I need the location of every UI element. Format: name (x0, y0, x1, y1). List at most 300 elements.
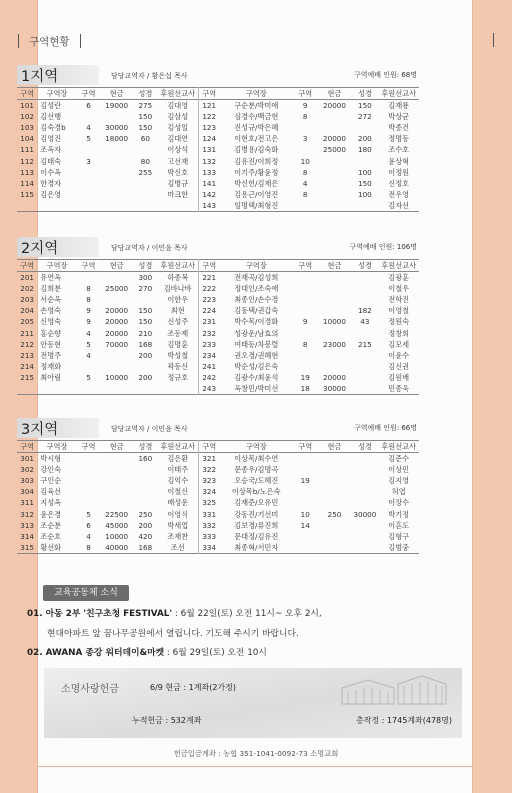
table-cell: 10000 (105, 372, 129, 382)
table-cell: 168 (138, 339, 153, 349)
table-cell (100, 144, 133, 155)
table-cell (318, 272, 352, 284)
table-row (17, 372, 419, 383)
table-cell: 231 (202, 317, 217, 327)
table-cell: 김숙경b (40, 123, 66, 133)
table-cell (100, 167, 133, 178)
table-cell (293, 200, 318, 212)
column-header: 구역장 (46, 442, 68, 451)
news-item-2-text: : 6월 29일(토) 오전 10시 (164, 648, 267, 658)
table-cell: 5 (86, 134, 91, 144)
table-cell (77, 272, 101, 284)
table-cell (351, 200, 378, 212)
building-icon (338, 674, 448, 706)
table-cell (351, 283, 378, 294)
table-cell: 이윤수 (388, 350, 410, 360)
table-cell: 331 (202, 509, 217, 519)
table-cell: 142 (202, 189, 217, 199)
news-tag: 교육공동체 소식 (43, 585, 129, 601)
table-cell: 315 (20, 542, 34, 552)
table-cell (100, 475, 133, 486)
table-cell: 168 (138, 542, 153, 552)
table-cell (293, 361, 318, 372)
table-cell (100, 156, 133, 167)
table-cell: 김원배 (388, 372, 410, 382)
table-cell: 20000 (323, 134, 346, 144)
table-cell: 200 (138, 372, 153, 382)
table-row (17, 531, 419, 542)
table-row (17, 453, 419, 465)
table-cell (293, 294, 318, 305)
table-cell: 43 (360, 317, 370, 327)
table-cell: 김유진/이희정 (234, 156, 279, 166)
table-cell (293, 283, 318, 294)
table-cell (318, 531, 352, 542)
news-item-1-title: 01. 아동 2부 '친구초청 FESTIVAL' (27, 609, 173, 619)
table-cell: 215 (358, 339, 372, 349)
table-cell: 112 (20, 156, 34, 166)
table-cell: 이수옥 (40, 167, 62, 177)
table-cell: 고선재 (158, 156, 199, 167)
news-item-1 (27, 606, 322, 619)
table-cell: 강인숙 (40, 465, 62, 475)
table-cell: 8 (302, 167, 308, 177)
news-item-2 (27, 645, 267, 658)
table-cell: 8 (302, 112, 308, 122)
table-cell: 5 (86, 339, 91, 349)
table-cell: 박종건 (388, 123, 410, 133)
table-cell: 150 (138, 123, 153, 133)
section-header (18, 32, 81, 50)
table-cell (351, 294, 378, 305)
table-cell: 전학진 (388, 295, 410, 305)
table-cell: 진성규/박은혜 (234, 123, 279, 133)
table-cell (77, 361, 101, 372)
column-header: 구역 (20, 89, 35, 98)
table-cell: 임명택/최형진 (234, 200, 279, 210)
table-cell (77, 167, 101, 178)
table-row (17, 383, 419, 395)
table-cell (100, 464, 133, 475)
table-cell: 20000 (323, 101, 346, 111)
table-cell: 8 (86, 542, 91, 552)
table-cell: 143 (202, 200, 217, 210)
column-header: 성경 (138, 442, 153, 451)
table-cell: 150 (138, 112, 153, 122)
table-cell: 100 (358, 167, 372, 177)
column-header: 성경 (357, 89, 372, 98)
table-cell: 최현 (158, 305, 199, 316)
table-cell: 9 (86, 306, 91, 316)
table-cell: 박시형 (40, 454, 62, 464)
table-cell: 이한우 (158, 294, 199, 305)
table-cell: 200 (358, 134, 372, 144)
table-cell: 이정원 (388, 167, 410, 177)
column-header: 구역 (298, 261, 313, 270)
table-row (17, 294, 419, 305)
table-header-row (17, 88, 419, 100)
table-cell: 김은환 (158, 453, 199, 465)
table-cell: 133 (202, 167, 217, 177)
table-cell: 221 (202, 273, 217, 283)
table-cell: 23000 (323, 339, 346, 349)
table-cell (100, 497, 133, 508)
table-cell: 최종인/손수경 (234, 295, 279, 305)
table-row (17, 497, 419, 508)
region-pastor: 담당교역자 / 이민음 목사 (111, 244, 188, 252)
table-cell: 박기정 (388, 509, 410, 519)
table-cell: 80 (140, 156, 150, 166)
table-row (17, 542, 419, 554)
table-cell: 김은영 (40, 189, 62, 199)
region-table (17, 87, 419, 212)
table-cell: 김성일 (158, 122, 199, 133)
table-cell: 김신권 (388, 361, 410, 371)
table-cell: 215 (20, 372, 34, 382)
table-cell (77, 178, 101, 189)
table-cell: 150 (358, 178, 372, 188)
table-cell (77, 144, 101, 155)
table-cell (293, 272, 318, 284)
table-cell: 200 (138, 350, 153, 360)
table-cell: 8 (86, 284, 91, 294)
table-cell: 신정호 (388, 178, 410, 188)
table-cell: 222 (202, 284, 217, 294)
table-cell (100, 189, 133, 200)
table-cell: 334 (202, 542, 217, 552)
table-cell: 김지영 (388, 476, 410, 486)
table-cell: 김억수 (158, 475, 199, 486)
table-cell (318, 189, 352, 200)
table-cell: 이흔도 (388, 520, 410, 530)
table-cell: 윤상혁 (388, 156, 410, 166)
table-cell: 김바나바 (158, 283, 199, 294)
table-cell: 박순성/김은숙 (234, 361, 279, 371)
table-cell: 201 (20, 273, 34, 283)
header-bar (80, 34, 81, 48)
table-cell: 10000 (105, 531, 129, 541)
table-cell: 6 (86, 101, 91, 111)
table-cell: 박신호 (158, 167, 199, 178)
offering-cumulative: 누적헌금 : 532계좌 (132, 716, 202, 725)
table-row (17, 100, 419, 112)
table-cell (100, 453, 133, 465)
table-cell: 6 (86, 520, 91, 530)
table-cell: 신성주 (158, 316, 199, 327)
table-cell: 150 (138, 317, 153, 327)
table-cell: 박신헌/김재은 (234, 178, 279, 188)
table-cell: 241 (202, 361, 217, 371)
table-cell: 160 (138, 454, 153, 464)
table-cell: 지성옥 (40, 498, 62, 508)
region-1 (17, 63, 419, 212)
table-cell: 김형구 (388, 531, 410, 541)
table-cell: 4 (86, 123, 91, 133)
table-row (17, 122, 419, 133)
table-cell (293, 464, 318, 475)
table-cell (293, 531, 318, 542)
table-cell (351, 272, 378, 284)
table-cell: 이영식 (158, 509, 199, 520)
column-header: 성경 (138, 261, 153, 270)
table-cell (318, 305, 352, 316)
table-cell: 203 (20, 295, 34, 305)
table-cell: 심경수/백금현 (234, 112, 279, 122)
table-cell: 정원숙 (388, 317, 410, 327)
table-cell: 101 (20, 101, 34, 111)
table-cell: 배성운 (158, 497, 199, 508)
table-row (17, 167, 419, 178)
table-cell: 233 (202, 339, 217, 349)
region-attendance: 구역예배 인원: 66명 (353, 424, 417, 432)
table-cell: 이태주 (158, 464, 199, 475)
table-cell: 박상균 (388, 112, 410, 122)
table-cell: 45000 (105, 520, 129, 530)
table-cell: 9 (302, 317, 308, 327)
table-cell: 19 (300, 476, 310, 486)
table-cell: 김모세 (388, 339, 410, 349)
column-header: 후원선교사 (158, 441, 199, 453)
table-cell: 조순호 (40, 531, 62, 541)
region-table (17, 259, 419, 395)
column-header: 현금 (109, 442, 124, 451)
table-cell: 홍순향 (40, 328, 62, 338)
table-cell: 김대영 (158, 100, 199, 112)
table-row (17, 316, 419, 327)
table-cell: 14 (300, 520, 310, 530)
column-header: 현금 (327, 261, 342, 270)
table-cell (100, 111, 133, 122)
region-header (17, 63, 419, 87)
table-cell: 최종혁/서민자 (234, 542, 279, 552)
header-right-bar (493, 33, 494, 47)
column-header: 구역장 (46, 261, 68, 270)
region-table (17, 440, 419, 554)
table-cell: 정창희 (388, 328, 410, 338)
table-cell: 한경자 (40, 178, 62, 188)
table-row (17, 486, 419, 497)
table-cell: 20000 (105, 306, 129, 316)
table-cell (351, 453, 378, 465)
table-cell: 121 (202, 101, 217, 111)
table-cell: 이장수 (388, 498, 410, 508)
table-cell: 102 (20, 112, 34, 122)
column-header: 구역 (81, 442, 96, 451)
region-header (17, 235, 419, 259)
table-cell (77, 383, 101, 395)
table-cell (100, 350, 133, 361)
table-row (17, 111, 419, 122)
table-cell: 9 (86, 317, 91, 327)
table-cell: 권오경/권혜현 (234, 350, 279, 360)
column-header: 성경 (357, 442, 372, 451)
table-cell: 114 (20, 178, 34, 188)
table-cell (100, 178, 133, 189)
table-cell: 204 (20, 306, 34, 316)
table-cell (37, 383, 76, 395)
table-cell: 202 (20, 284, 34, 294)
table-cell (133, 486, 158, 497)
table-cell (77, 486, 101, 497)
table-cell (158, 200, 199, 212)
table-row (17, 520, 419, 531)
table-cell: 김자선 (388, 200, 410, 210)
table-cell: 문대정/김유진 (234, 531, 279, 541)
table-cell: 250 (327, 509, 342, 519)
table-cell: 최아림 (40, 372, 62, 382)
table-cell: 10 (300, 156, 310, 166)
table-cell (133, 294, 158, 305)
table-cell: 김병규 (158, 178, 199, 189)
column-header: 구역 (81, 89, 96, 98)
table-row (17, 283, 419, 294)
table-cell: 180 (358, 145, 372, 155)
table-cell (318, 475, 352, 486)
table-row (17, 156, 419, 167)
table-cell: 323 (202, 476, 217, 486)
column-header: 후원선교사 (381, 89, 417, 98)
table-cell: 324 (202, 487, 217, 497)
table-row (17, 189, 419, 200)
table-row (17, 178, 419, 189)
region-pastor: 담당교역자 / 황은섭 목사 (111, 72, 188, 80)
table-cell: 김희분 (40, 284, 62, 294)
table-cell: 여태동/차봉렬 (234, 339, 279, 349)
table-cell: 김대연 (158, 133, 199, 144)
table-cell (351, 361, 378, 372)
table-cell (318, 283, 352, 294)
table-cell (17, 200, 37, 212)
account-info: 헌금입금계좌 : 농협 351-1041-0092-73 소명교회 (173, 749, 339, 758)
table-cell: 18000 (105, 134, 129, 144)
table-cell: 124 (202, 134, 217, 144)
table-cell: 40000 (105, 542, 129, 552)
table-row (17, 133, 419, 144)
column-header: 구역 (202, 442, 217, 451)
table-cell (77, 189, 101, 200)
table-cell: 민종욱 (388, 384, 410, 394)
table-cell: 232 (202, 328, 217, 338)
table-cell: 김용근/이영진 (234, 189, 279, 199)
table-cell: 이철우 (388, 284, 410, 294)
table-cell (293, 350, 318, 361)
column-header: 구역 (202, 89, 217, 98)
table-cell (293, 453, 318, 465)
table-cell (100, 383, 133, 395)
table-row (17, 475, 419, 486)
table-cell: 301 (20, 454, 34, 464)
table-cell: 113 (20, 167, 34, 177)
table-cell: 구순분/박미애 (234, 101, 279, 111)
table-row (17, 144, 419, 155)
table-cell: 3 (86, 156, 91, 166)
table-cell: 윤은경 (40, 509, 62, 519)
table-cell (318, 497, 352, 508)
region-title: 1지역 (21, 69, 59, 85)
region-attendance: 구역예배 인원: 106명 (349, 243, 417, 251)
table-cell: 김재룡 (388, 101, 410, 111)
table-cell: 이상석 (158, 144, 199, 155)
table-cell: 210 (138, 328, 153, 338)
table-cell: 321 (202, 454, 217, 464)
table-cell (293, 542, 318, 554)
table-cell: 이영철 (388, 306, 410, 316)
table-cell: 5 (86, 372, 91, 382)
table-cell (37, 200, 76, 212)
table-cell: 200 (138, 520, 153, 530)
table-cell: 275 (138, 101, 153, 111)
table-cell: 강동진/기선미 (234, 509, 279, 519)
table-cell: 18 (300, 384, 310, 394)
table-cell (318, 167, 352, 178)
column-header: 후원선교사 (158, 260, 199, 272)
table-cell: 25000 (323, 145, 346, 155)
column-header: 현금 (109, 89, 124, 98)
news-item-1-line2: 현대아파트 앞 꿈나무공원에서 열립니다. 기도해 주시기 바랍니다. (47, 629, 299, 639)
table-cell (351, 475, 378, 486)
table-row (17, 272, 419, 284)
table-cell: 141 (202, 178, 217, 188)
offering-box (44, 668, 462, 738)
column-header: 구역 (20, 261, 35, 270)
region-header (17, 416, 419, 440)
column-header: 구역 (298, 89, 313, 98)
table-cell: 김광훈 (388, 273, 410, 283)
table-cell (133, 361, 158, 372)
table-cell: 420 (138, 531, 153, 541)
table-cell (351, 122, 378, 133)
column-header: 현금 (327, 89, 342, 98)
table-cell (318, 122, 352, 133)
table-cell: 8 (302, 189, 308, 199)
table-cell (351, 350, 378, 361)
table-cell: 300 (138, 273, 153, 283)
table-cell: 김육선 (40, 487, 62, 497)
table-cell (17, 383, 37, 395)
table-cell: 이상목/최수연 (234, 454, 279, 464)
table-cell: 김병용/김숙화 (234, 145, 279, 155)
table-cell: 김삼성 (158, 111, 199, 122)
table-cell (318, 294, 352, 305)
table-cell (100, 272, 133, 284)
table-cell: 김보경/류진희 (234, 520, 279, 530)
table-cell (133, 475, 158, 486)
table-header-row (17, 260, 419, 272)
table-cell: 30000 (323, 384, 346, 394)
table-cell: 조동제 (158, 328, 199, 339)
table-row (17, 200, 419, 212)
table-cell: 박성철 (158, 350, 199, 361)
table-cell: 10000 (323, 317, 346, 327)
table-cell: 전우영 (388, 189, 410, 199)
table-cell: 이기주/황윤정 (234, 167, 279, 177)
table-cell: 김재준/오유민 (234, 498, 279, 508)
table-cell (293, 497, 318, 508)
section-title: 구역현황 (29, 35, 70, 48)
table-cell: 조수호 (388, 145, 410, 155)
table-cell: 22500 (105, 509, 129, 519)
table-cell: 150 (138, 306, 153, 316)
offering-title: 소명사랑헌금 (61, 684, 119, 695)
table-cell: 4 (86, 328, 91, 338)
table-cell (318, 156, 352, 167)
table-cell (77, 111, 101, 122)
region-attendance: 구역예배 인원: 68명 (353, 71, 417, 79)
table-cell: 313 (20, 520, 34, 530)
table-cell: 조재찬 (158, 531, 199, 542)
table-cell (318, 486, 352, 497)
table-cell: 김영진 (40, 134, 62, 144)
